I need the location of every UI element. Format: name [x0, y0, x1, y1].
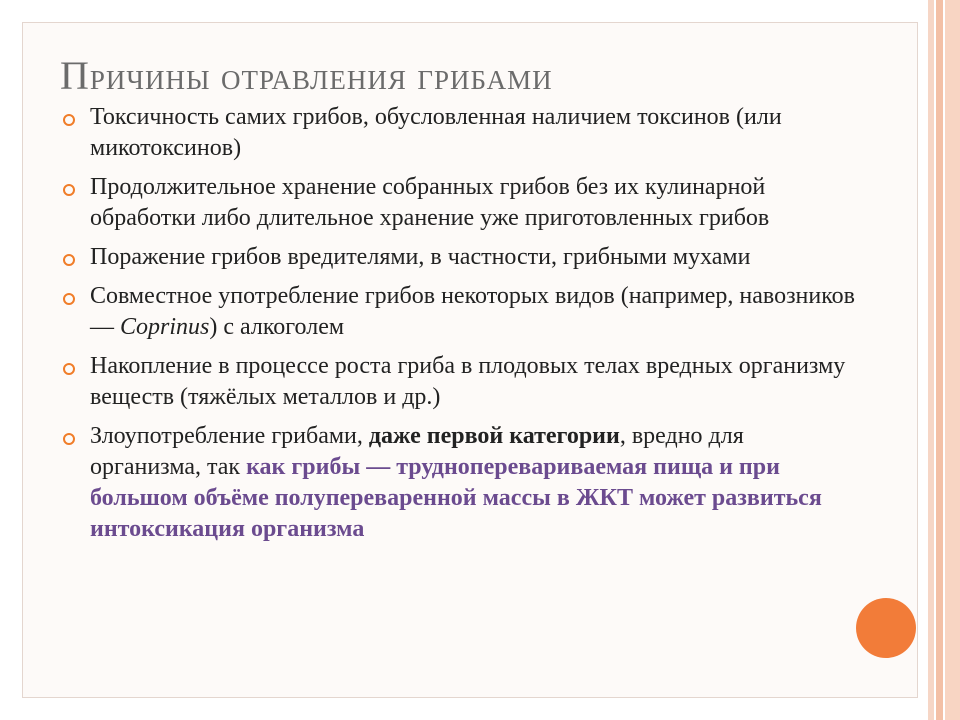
- bullet-text-bold: даже первой категории: [368, 423, 620, 449]
- bullet-item: [60, 102, 860, 164]
- bullet-list: [60, 102, 860, 553]
- bullet-text-emphasis: как грибы — трудноперевариваемая пища и при большом объёме полупереваренной массы в ЖКТ может развиться интоксикация организма: [90, 454, 822, 542]
- bullet-text: Накопление в процессе роста гриба в плодовых телах вредных организму веществ (тяжёлых металлов и др.): [90, 353, 846, 410]
- title-rest: ричины отравления грибами: [89, 56, 553, 98]
- bullet-item: [60, 172, 860, 234]
- bullet-icon: [63, 254, 75, 266]
- bullet-item: [60, 421, 860, 545]
- bullet-text: Поражение грибов вредителями, в частности, грибными мухами: [90, 244, 751, 270]
- bullet-text-post: ) с алкоголем: [209, 314, 345, 340]
- slide-title: [60, 52, 553, 99]
- bullet-text-italic: Coprinus: [120, 314, 210, 340]
- bullet-icon: [63, 184, 75, 196]
- bullet-text-pre: Злоупотребление грибами,: [90, 423, 369, 449]
- bullet-icon: [63, 114, 75, 126]
- bullet-icon: [63, 363, 75, 375]
- right-decorative-stripes: [928, 0, 960, 720]
- bullet-icon: [63, 433, 75, 445]
- bullet-text: Продолжительное хранение собранных грибов без их кулинарной обработки либо длительное хранение уже приготовленных грибов: [90, 174, 770, 231]
- bullet-item: [60, 351, 860, 413]
- bullet-text-mid: , вредно для организма, так: [90, 423, 744, 480]
- bullet-item: [60, 281, 860, 343]
- bullet-item: [60, 242, 860, 273]
- bullet-icon: [63, 293, 75, 305]
- title-initial: П: [60, 53, 90, 98]
- bullet-text-pre: Совместное употребление грибов некоторых видов (например, навозников—: [90, 283, 856, 340]
- decorative-orange-circle: [856, 598, 916, 658]
- bullet-text: Токсичность самих грибов, обусловленная наличием токсинов (или микотоксинов): [90, 104, 782, 161]
